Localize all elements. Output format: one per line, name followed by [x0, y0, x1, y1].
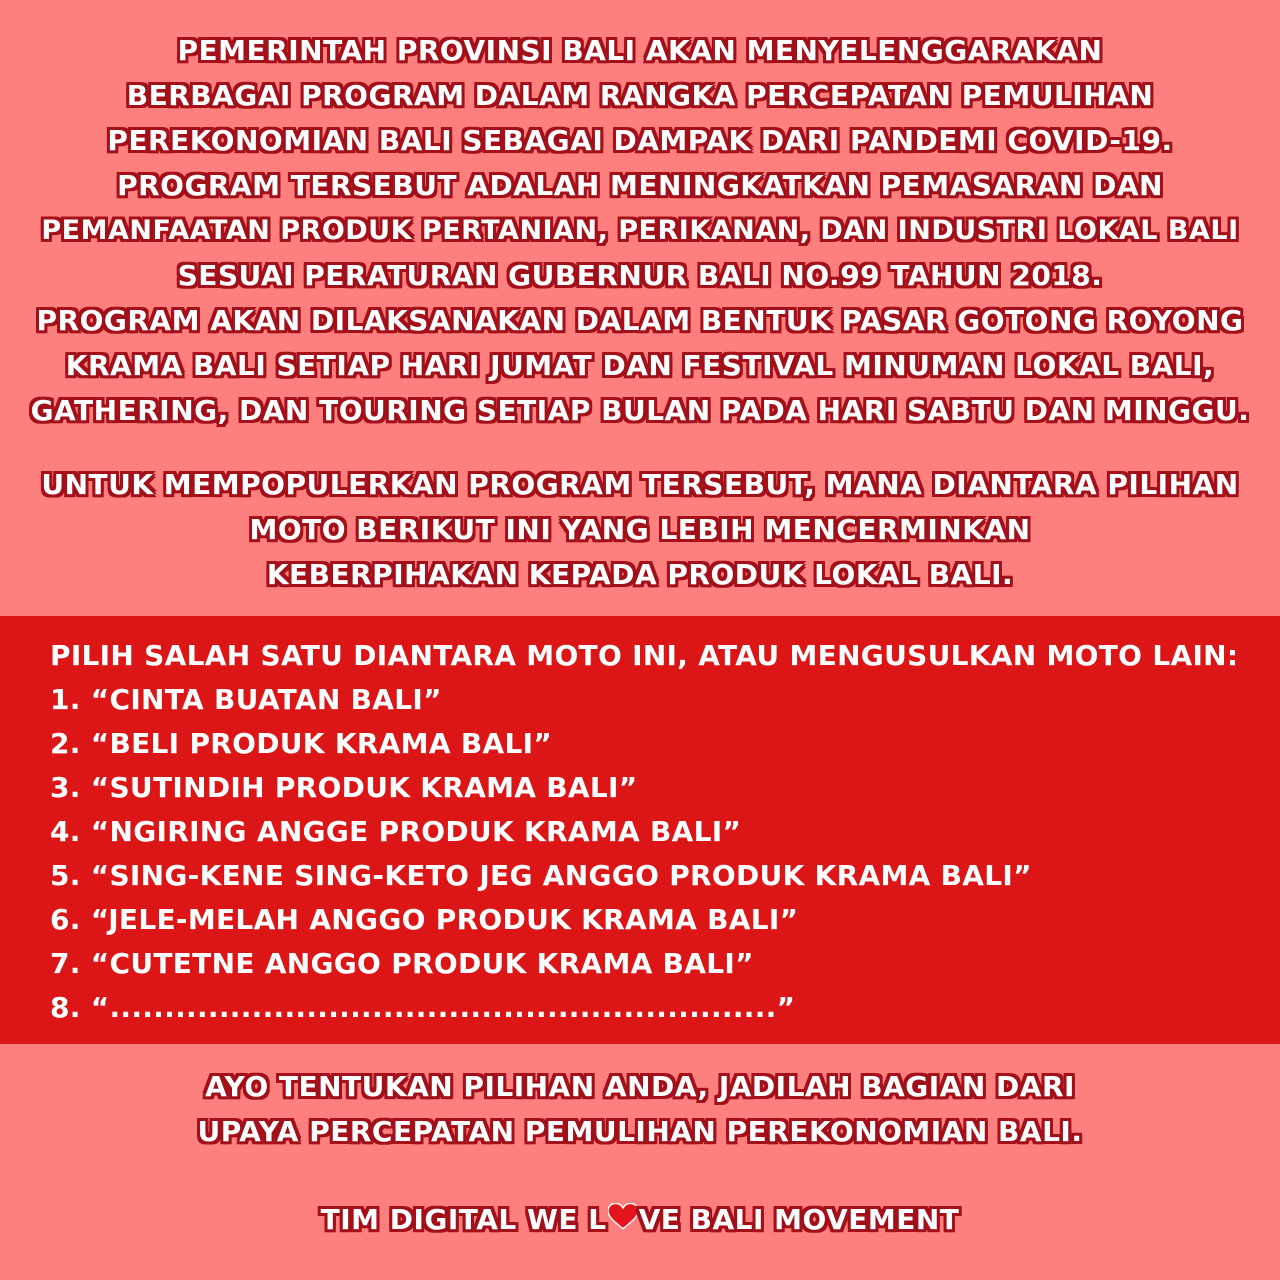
closing-line: UPAYA PERCEPATAN PEMULIHAN PEREKONOMIAN BALI.: [197, 1115, 1083, 1148]
signature-text-after: VE BALI MOVEMENT: [638, 1203, 960, 1236]
motto-options: [50, 634, 1270, 1030]
intro-paragraph: [20, 28, 1260, 433]
intro-line: GATHERING, DAN TOURING SETIAP BULAN PADA HARI SABTU DAN MINGGU.: [30, 394, 1250, 427]
question-line: UNTUK MEMPOPULERKAN PROGRAM TERSEBUT, MANA DIANTARA PILIHAN: [41, 468, 1239, 501]
intro-line: PROGRAM AKAN DILAKSANAKAN DALAM BENTUK PASAR GOTONG ROYONG: [36, 304, 1244, 337]
intro-line: PEMANFAATAN PRODUK PERTANIAN, PERIKANAN, DAN INDUSTRI LOKAL BALI: [41, 215, 1239, 246]
intro-line: PROGRAM TERSEBUT ADALAH MENINGKATKAN PEMASARAN DAN: [117, 169, 1163, 202]
motto-option: 1. “CINTA BUATAN BALI”: [50, 683, 442, 716]
closing-paragraph: [20, 1064, 1260, 1154]
question-line: KEBERPIHAKAN KEPADA PRODUK LOKAL BALI.: [266, 558, 1014, 591]
intro-line: PEREKONOMIAN BALI SEBAGAI DAMPAK DARI PANDEMI COVID-19.: [107, 124, 1173, 157]
motto-option: 8. “.............................................................”: [50, 991, 796, 1024]
heart-icon: [608, 1197, 638, 1245]
intro-line: KRAMA BALI SETIAP HARI JUMAT DAN FESTIVAL MINUMAN LOKAL BALI,: [65, 349, 1215, 382]
question-paragraph: [20, 462, 1260, 597]
question-line: MOTO BERIKUT INI YANG LEBIH MENCERMINKAN: [249, 513, 1031, 546]
signature-text-before: TIM DIGITAL WE L: [320, 1203, 607, 1236]
motto-option: 5. “SING-KENE SING-KETO JEG ANGGO PRODUK KRAMA BALI”: [50, 859, 1032, 892]
motto-option: 4. “NGIRING ANGGE PRODUK KRAMA BALI”: [50, 815, 742, 848]
motto-option: 2. “BELI PRODUK KRAMA BALI”: [50, 727, 553, 760]
intro-line: PEMERINTAH PROVINSI BALI AKAN MENYELENGGARAKAN: [177, 34, 1103, 67]
motto-option: 7. “CUTETNE ANGGO PRODUK KRAMA BALI”: [50, 947, 754, 980]
closing-line: AYO TENTUKAN PILIHAN ANDA, JADILAH BAGIAN DARI: [205, 1070, 1075, 1103]
intro-line: BERBAGAI PROGRAM DALAM RANGKA PERCEPATAN PEMULIHAN: [126, 79, 1154, 112]
intro-line: SESUAI PERATURAN GUBERNUR BALI NO.99 TAHUN 2018.: [177, 259, 1103, 292]
options-heading: PILIH SALAH SATU DIANTARA MOTO INI, ATAU MENGUSULKAN MOTO LAIN:: [50, 639, 1239, 672]
signature: [20, 1196, 1260, 1245]
motto-option: 3. “SUTINDIH PRODUK KRAMA BALI”: [50, 771, 638, 804]
motto-option: 6. “JELE-MELAH ANGGO PRODUK KRAMA BALI”: [50, 903, 799, 936]
